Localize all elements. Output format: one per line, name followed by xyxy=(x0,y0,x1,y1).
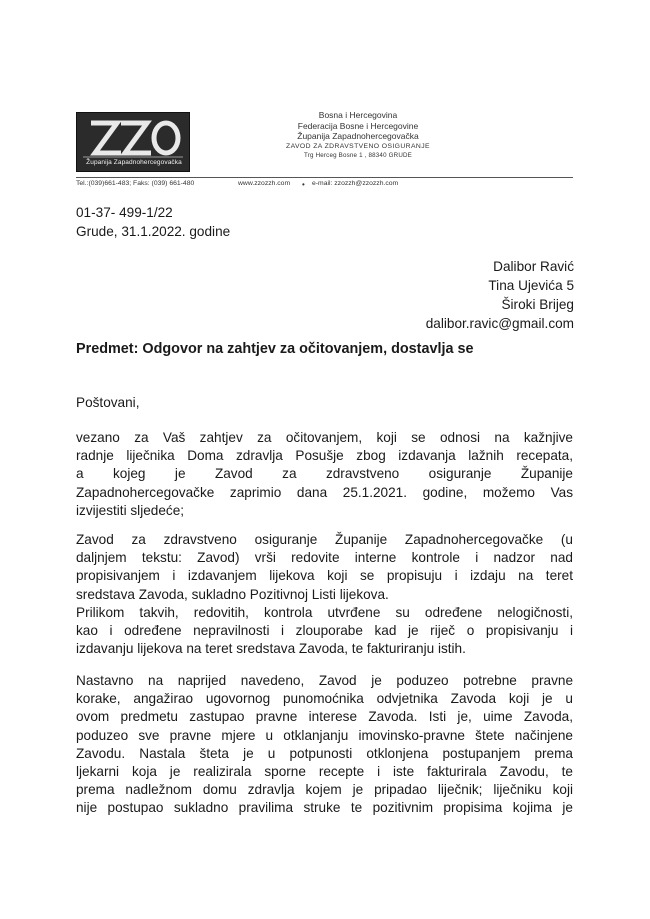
paragraph-line: vezano za Vaš zahtjev za očitovanjem, koji se odnosi na kažnjive xyxy=(76,430,573,445)
email-link[interactable]: e-mail: zzozzh@zzozzh.com xyxy=(312,180,399,187)
paragraph-line: izdavanju lijekova na teret sredstava Zavoda, te fakturiranju istih. xyxy=(76,641,466,657)
paragraph-line: propisivanjem i izdavanjem lijekova koji se propisuju i izdaju na teret xyxy=(76,568,573,584)
org-federation: Federacija Bosne i Hercegovine xyxy=(297,120,419,131)
place-date: Grude, 31.1.2022. godine xyxy=(76,224,231,239)
paragraph-line: Prilikom takvih, redovitih, kontrola utvrđene su određene nelogičnosti, xyxy=(76,604,573,620)
paragraph-line: izvijestiti sljedeće; xyxy=(76,502,185,518)
paragraph-2 xyxy=(76,531,573,658)
phone-fax: Tel.:(039)661-483; Faks: (039) 661-480 xyxy=(76,180,195,187)
paragraph-line: ovom predmetu zastupao pravne interese Zavoda. Isti je, uime Zavoda, xyxy=(76,709,573,725)
paragraph-line: ljekarni koja je realizirala sporne recepte i iste fakturirala Zavodu, te xyxy=(76,764,573,780)
paragraph-line: Zapadnohercegovačke zaprimio dana 25.1.2021. godine, možemo Vas xyxy=(76,484,573,500)
letterhead-divider xyxy=(76,177,573,178)
paragraph-3 xyxy=(76,672,573,818)
org-address: Trg Herceg Bosne 1 , 88340 GRUDE xyxy=(304,151,412,159)
recipient-name: Dalibor Ravić xyxy=(493,259,574,274)
paragraph-line: prema nadležnom domu zdravlja kojem je pripadao liječnik; liječniku koji xyxy=(76,782,573,798)
subject-line: Predmet: Odgovor na zahtjev za očitovanjem, dostavlja se xyxy=(76,341,474,357)
paragraph-line: daljnjem tekstu: Zavod) vrši redovite interne kontrole i nadzor nad xyxy=(76,550,573,566)
org-institution: ZAVOD ZA ZDRAVSTVENO OSIGURANJE xyxy=(286,142,430,150)
recipient-email[interactable]: dalibor.ravic@gmail.com xyxy=(425,316,574,331)
organization-block xyxy=(248,110,468,161)
paragraph-line: Zavodu. Nastala šteta je u potpunosti otklonjena postupanjem prema xyxy=(76,745,573,761)
org-canton: Županija Zapadnohercegovačka xyxy=(297,131,419,141)
paragraph-line: nije postupao sukladno pravilima struke te pozitivnim propisima kojima je xyxy=(76,800,573,816)
paragraph-line: radnje liječnika Doma zdravlja Posušje zbog izdavanja lažnih recepata, xyxy=(76,448,573,464)
bullet-icon: • xyxy=(302,180,305,189)
paragraph-line: korake, angažirao ugovornog punomoćnika odvjetnika Zavoda koji je u xyxy=(76,691,573,707)
greeting: Poštovani, xyxy=(76,395,140,410)
contact-line xyxy=(76,180,476,190)
institution-logo xyxy=(76,112,190,172)
paragraph-1 xyxy=(76,429,573,520)
reference-number: 01-37- 499-1/22 xyxy=(76,205,173,220)
paragraph-line: Nastavno na naprijed navedeno, Zavod je poduzeo potrebne pravne xyxy=(76,673,573,688)
letterhead xyxy=(76,110,576,190)
logo-caption: Županija Zapadnohercegovačka xyxy=(86,159,182,166)
paragraph-line: a kojeg je Zavod za zdravstveno osiguranje Županije xyxy=(76,466,573,482)
recipient-street: Tina Ujevića 5 xyxy=(488,278,574,293)
recipient-city: Široki Brijeg xyxy=(501,297,574,312)
paragraph-line: sredstava Zavoda, sukladno Pozitivnoj Listi lijekova. xyxy=(76,586,389,602)
paragraph-line: poduzeo sve pravne mjere u otklanjanju imovinsko-pravne štete načinjene xyxy=(76,727,573,743)
org-country: Bosna i Hercegovina xyxy=(318,110,398,120)
paragraph-line: Zavod za zdravstveno osiguranje Županije Zapadnohercegovačke (u xyxy=(76,532,573,547)
paragraph-line: kao i određene nepravilnosti i zlouporabe kad je riječ o propisivanju i xyxy=(76,623,573,639)
website-link[interactable]: www.zzozzh.com xyxy=(238,180,291,187)
